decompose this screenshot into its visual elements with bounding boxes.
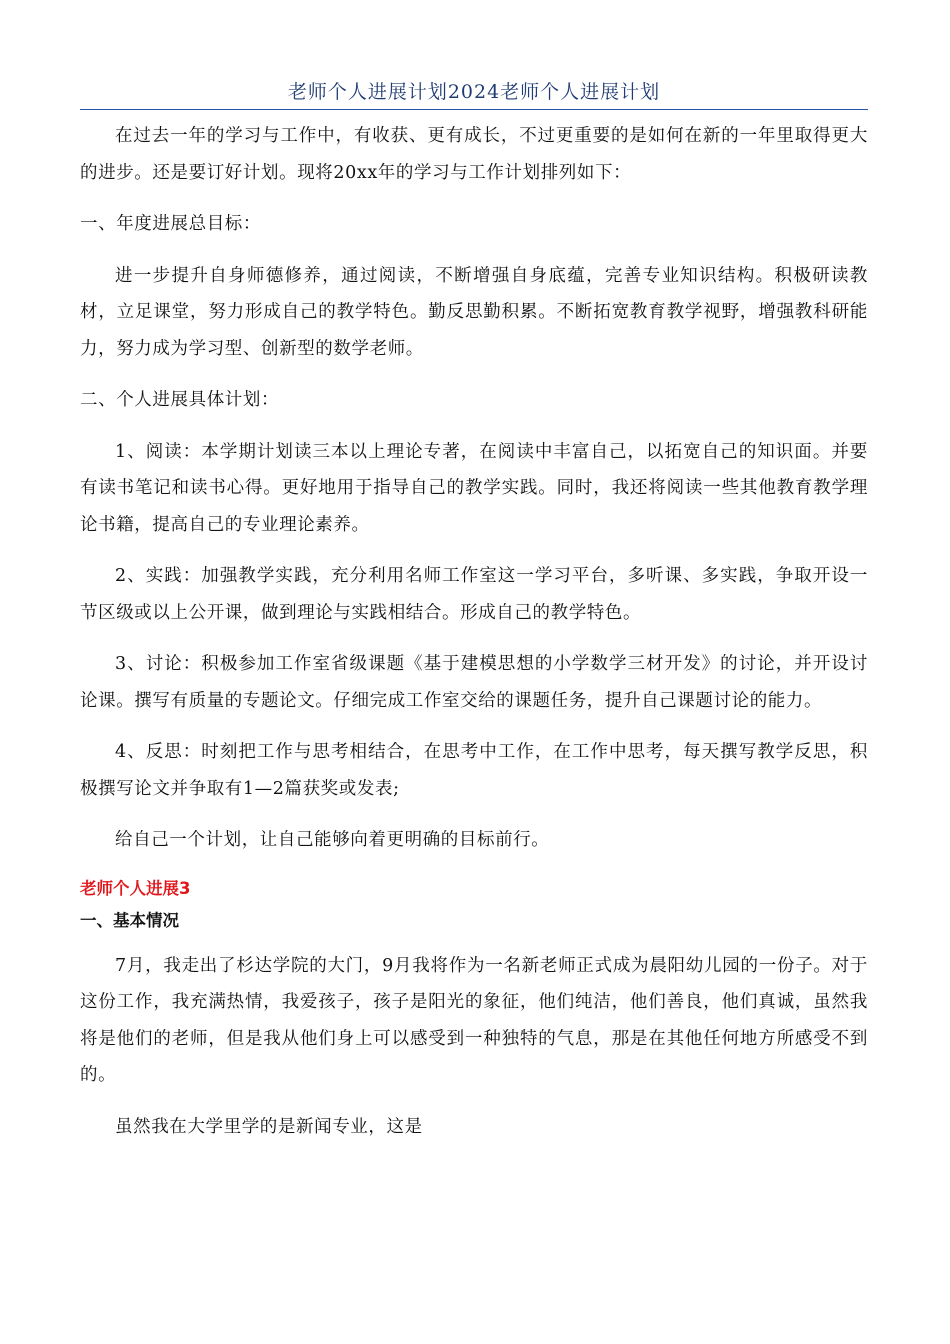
- plan-item-research: 3、讨论：积极参加工作室省级课题《基于建模思想的小学数学三材开发》的讨论，并开设讨论课。撰写有质量的专题论文。仔细完成工作室交给的课题任务，提升自己课题讨论的能力。: [80, 654, 868, 711]
- document-body: [80, 118, 868, 1160]
- plan-item-reflection: 4、反思：时刻把工作与思考相结合，在思考中工作，在工作中思考，每天撰写教学反思，积极撰写论文并争取有1—2篇获奖或发表;: [80, 742, 868, 799]
- header-divider: [80, 109, 868, 110]
- intro-paragraph: 在过去一年的学习与工作中，有收获、更有成长，不过更重要的是如何在新的一年里取得更大的进步。还是要订好计划。现将20xx年的学习与工作计划排列如下：: [80, 126, 868, 183]
- part-3-subheading: 一、基本情况: [80, 910, 179, 930]
- part-3-paragraph-1: 7月，我走出了杉达学院的大门，9月我将作为一名新老师正式成为晨阳幼儿园的一份子。对于这份工作，我充满热情，我爱孩子，孩子是阳光的象征，他们纯洁，他们善良，他们真诚，虽然我将是他们的老师，但是我从他们身上可以感受到一种独特的气息，那是在其他任何地方所感受不到的。: [80, 955, 868, 1085]
- part-3-title: 老师个人进展3: [80, 878, 191, 898]
- section-1-heading: 一、年度进展总目标：: [80, 214, 261, 234]
- closing-paragraph: 给自己一个计划，让自己能够向着更明确的目标前行。: [115, 830, 550, 850]
- page-header-title: 老师个人进展计划2024老师个人进展计划: [287, 81, 661, 103]
- plan-item-practice: 2、实践：加强教学实践，充分利用名师工作室这一学习平台，多听课、多实践，争取开设一节区级或以上公开课，做到理论与实践相结合。形成自己的教学特色。: [80, 566, 868, 623]
- part-3-paragraph-2: 虽然我在大学里学的是新闻专业，这是: [115, 1116, 423, 1137]
- section-2-heading: 二、个人进展具体计划：: [80, 390, 280, 410]
- plan-item-reading: 1、阅读：本学期计划读三本以上理论专著，在阅读中丰富自己，以拓宽自己的知识面。并要有读书笔记和读书心得。更好地用于指导自己的教学实践。同时，我还将阅读一些其他教育教学理论书籍，提高自己的专业理论素养。: [80, 441, 868, 535]
- section-1-body: 进一步提升自身师德修养，通过阅读，不断增强自身底蕴，完善专业知识结构。积极研读教材，立足课堂，努力形成自己的教学特色。勤反思勤积累。不断拓宽教育教学视野，增强教科研能力，努力成为学习型、创新型的数学老师。: [80, 265, 868, 359]
